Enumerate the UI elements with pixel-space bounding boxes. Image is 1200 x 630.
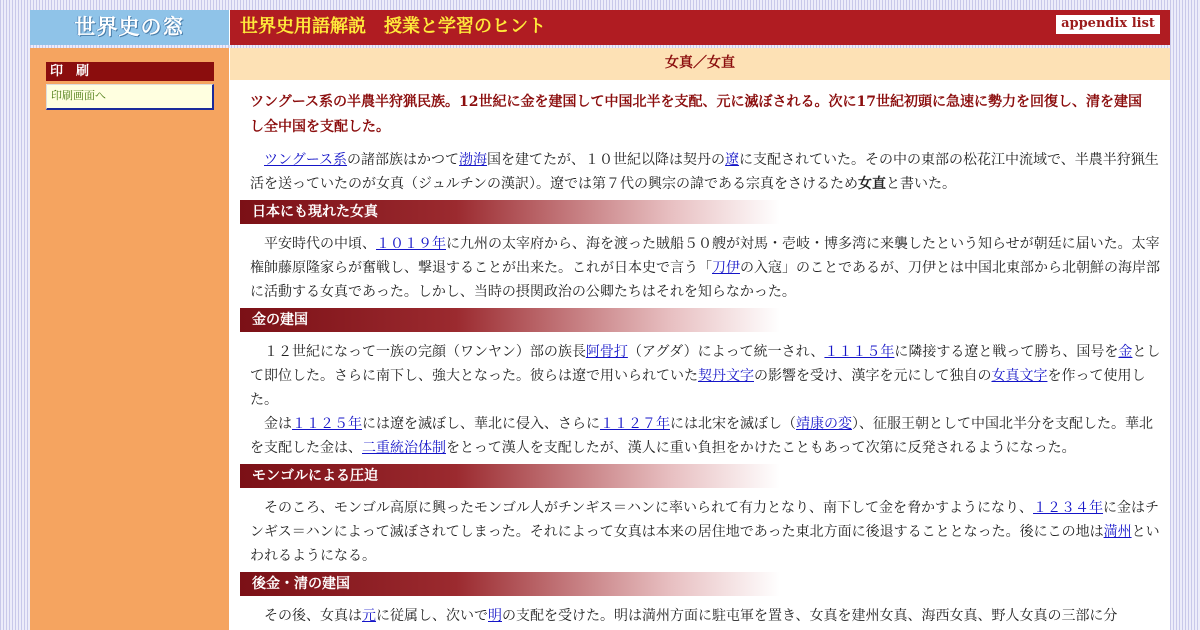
text: （アグダ）によって統一され、 <box>627 344 825 360</box>
section-heading-later-jin-qing: 後金・清の建国 <box>240 572 780 596</box>
bold-term: 女直 <box>858 176 887 192</box>
section-heading-japan: 日本にも現れた女真 <box>240 200 780 224</box>
link-year-1019[interactable]: １０１９年 <box>376 236 446 252</box>
main-content <box>230 48 1170 630</box>
text: ）、征服王朝として中国北半分を支配した。華北を支配した金は、 <box>250 416 1153 456</box>
text: その後、女真は <box>264 608 362 624</box>
link-year-1127[interactable]: １１２７年 <box>600 416 670 432</box>
text: には北宋を滅ぼし（ <box>670 416 796 432</box>
link-year-1234[interactable]: １２３４年 <box>1033 500 1104 516</box>
sidebar <box>30 48 229 630</box>
title-bar <box>230 10 1170 45</box>
section-paragraph <box>250 232 1162 304</box>
section-paragraph <box>250 496 1162 568</box>
text: の諸部族はかつて <box>347 152 460 168</box>
print-view-link[interactable]: 印刷画面へ <box>46 84 214 110</box>
text: に隣接する遼と戦って勝ち、国号を <box>894 344 1119 360</box>
link-aguda[interactable]: 阿骨打 <box>585 344 628 360</box>
appendix-list-button[interactable]: appendix list <box>1056 15 1160 34</box>
page-frame <box>30 10 1170 630</box>
link-khitan-script[interactable]: 契丹文字 <box>698 368 754 384</box>
section-heading-jin: 金の建国 <box>240 308 780 332</box>
link-year-1125[interactable]: １１２５年 <box>292 416 362 432</box>
link-manchuria[interactable]: 満州 <box>1103 524 1132 540</box>
link-year-1115[interactable]: １１１５年 <box>824 344 895 360</box>
text: そのころ、モンゴル高原に興ったモンゴル人がチンギス＝ハンに率いられて有力となり、南下して金を脅かすようになり、 <box>264 500 1034 516</box>
site-logo[interactable]: 世界史の窓 <box>30 10 229 45</box>
text: に金はチンギス＝ハンによって滅ぼされてしまった。それによって女真は本来の居住地であった東北方面に後退することとなった。後にこの地は <box>250 500 1160 540</box>
text: には遼を滅ぼし、華北に侵入、さらに <box>362 416 600 432</box>
text: に支配されていた。その中の東部の松花江中流域で、半農半狩猟生活を送っていたのが女真（ジュルチンの漢訳）。遼では第７代の興宗の諱である宗真をさけるため <box>250 152 1159 192</box>
text: として即位した。さらに南下し、強大となった。彼らは遼で用いられていた <box>250 344 1161 384</box>
text: と書いた。 <box>886 176 957 192</box>
link-tungusic[interactable]: ツングース系 <box>264 152 348 168</box>
text: の影響を受け、漢字を元にして独自の <box>754 368 992 384</box>
intro-paragraph <box>250 148 1162 196</box>
link-balhae[interactable]: 渤海 <box>459 152 488 168</box>
link-liao[interactable]: 遼 <box>725 152 740 168</box>
term-title: 女真／女直 <box>230 48 1170 80</box>
text: の入寇」のことであるが、刀伊とは中国北東部から北朝鮮の海岸部に活動する女真であった。しかし、当時の摂関政治の公卿たちはそれを知らなかった。 <box>250 260 1160 300</box>
text: といわれるようになる。 <box>250 524 1160 564</box>
link-ming[interactable]: 明 <box>488 608 502 624</box>
text: １２世紀になって一族の完顔（ワンヤン）部の族長 <box>264 344 586 360</box>
print-heading: 印 刷 <box>46 62 214 81</box>
text: 平安時代の中頃、 <box>264 236 376 252</box>
text: 金は <box>264 416 292 432</box>
text: を作って使用した。 <box>250 368 1146 408</box>
link-toi[interactable]: 刀伊 <box>712 260 740 276</box>
site-title: 世界史用語解説 授業と学習のヒント <box>240 16 546 37</box>
text: に従属し、次いで <box>376 608 488 624</box>
section-heading-mongol: モンゴルによる圧迫 <box>240 464 780 488</box>
text: に九州の太宰府から、海を渡った賊船５０艘が対馬・壱岐・博多湾に来襲したという知らせが朝廷に届いた。太宰権帥藤原隆家らが奮戦し、撃退することが出来た。これが日本史で言う「 <box>250 236 1160 276</box>
link-jin[interactable]: 金 <box>1118 344 1133 360</box>
text: 国を建てたが、１０世紀以降は契丹の <box>487 152 726 168</box>
link-yuan[interactable]: 元 <box>362 608 376 624</box>
section-paragraph <box>250 604 1162 628</box>
link-jurchen-script[interactable]: 女真文字 <box>991 368 1048 384</box>
text: をとって漢人を支配したが、漢人に重い負担をかけたこともあって次第に反発されるようになった。 <box>446 440 1076 456</box>
link-jingkang-incident[interactable]: 靖康の変 <box>796 416 852 432</box>
text: の支配を受けた。明は満州方面に駐屯軍を置き、女真を建州女真、海西女真、野人女真の三部に分 <box>502 608 1118 624</box>
term-summary: ツングース系の半農半狩猟民族。12世紀に金を建国して中国北半を支配、元に滅ぼされる。次に17世紀初頭に急速に勢力を回復し、清を建国し全中国を支配した。 <box>250 94 1142 135</box>
link-dual-administration[interactable]: 二重統治体制 <box>362 440 446 456</box>
section-paragraph <box>250 340 1162 460</box>
